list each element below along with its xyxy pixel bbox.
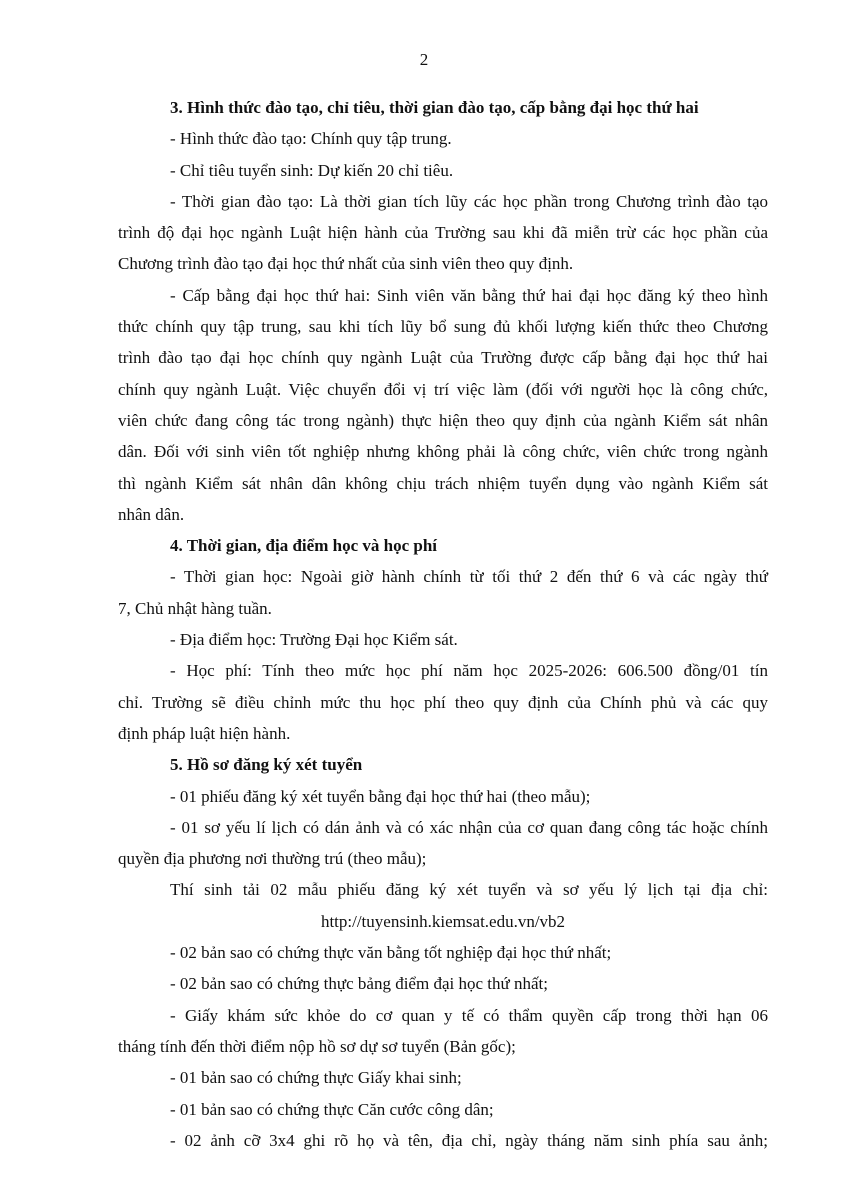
section-heading: 5. Hồ sơ đăng ký xét tuyển: [170, 755, 363, 775]
section-heading: 3. Hình thức đào tạo, chỉ tiêu, thời gian đào tạo, cấp bằng đại học thứ hai: [170, 98, 699, 117]
text-line: trình đào tạo đại học chính quy ngành Luật của Trường được cấp bằng đại học thứ hai: [118, 348, 768, 368]
text-line: - 01 bản sao có chứng thực Giấy khai sinh;: [170, 1068, 462, 1088]
text-line: - Giấy khám sức khỏe do cơ quan y tế có thẩm quyền cấp trong thời hạn 06: [170, 1005, 768, 1025]
text-line: - 01 phiếu đăng ký xét tuyển bằng đại học thứ hai (theo mẫu);: [170, 786, 591, 806]
text-line: Thí sinh tải 02 mẫu phiếu đăng ký xét tuyển và sơ yếu lý lịch tại địa chỉ:: [170, 880, 768, 900]
text-line: trình độ đại học ngành Luật hiện hành của Trường sau khi đã miễn trừ các học phần của: [118, 223, 768, 243]
text-line: thức chính quy tập trung, sau khi tích lũy bổ sung đủ khối lượng kiến thức theo Chương: [118, 317, 768, 337]
text-line: - 01 sơ yếu lí lịch có dán ảnh và có xác nhận của cơ quan đang công tác hoặc chính: [170, 817, 768, 837]
text-line: - Chỉ tiêu tuyển sinh: Dự kiến 20 chỉ tiêu.: [170, 160, 454, 180]
text-line: - Thời gian học: Ngoài giờ hành chính từ tối thứ 2 đến thứ 6 và các ngày thứ: [170, 567, 768, 587]
text-line: - 02 bản sao có chứng thực bảng điểm đại học thứ nhất;: [170, 974, 548, 994]
text-line: - Thời gian đào tạo: Là thời gian tích lũy các học phần trong Chương trình đào tạo: [170, 191, 768, 211]
text-line: Chương trình đào tạo đại học thứ nhất của sinh viên theo quy định.: [118, 254, 574, 274]
text-line: tháng tính đến thời điểm nộp hồ sơ dự sơ tuyển (Bản gốc);: [118, 1036, 516, 1056]
text-line: - Địa điểm học: Trường Đại học Kiểm sát.: [170, 630, 458, 650]
text-line: thì ngành Kiểm sát nhân dân không chịu trách nhiệm tuyển dụng vào ngành Kiểm sát: [118, 473, 768, 493]
text-line: - Cấp bằng đại học thứ hai: Sinh viên văn bằng thứ hai đại học đăng ký theo hình: [170, 285, 768, 305]
download-url: http://tuyensinh.kiemsat.edu.vn/vb2: [320, 911, 566, 931]
text-line: viên chức đang công tác trong ngành) thực hiện theo quy định của ngành Kiểm sát nhân: [118, 410, 768, 430]
text-line: - Hình thức đào tạo: Chính quy tập trung.: [170, 129, 452, 149]
document-body: [118, 92, 768, 1156]
text-line: - 02 ảnh cỡ 3x4 ghi rõ họ và tên, địa chỉ, ngày tháng năm sinh phía sau ảnh;: [170, 1130, 768, 1150]
text-line: nhân dân.: [118, 504, 185, 524]
text-line: chính quy ngành Luật. Việc chuyển đổi vị trí việc làm (đối với người học là công chức,: [118, 379, 768, 399]
text-line: dân. Đối với sinh viên tốt nghiệp nhưng không phải là công chức, viên chức trong ngành: [118, 442, 768, 462]
page-number: 2: [419, 50, 429, 69]
text-line: - 01 bản sao có chứng thực Căn cước công dân;: [170, 1099, 494, 1119]
section-heading: 4. Thời gian, địa điểm học và học phí: [170, 536, 437, 556]
text-line: 7, Chủ nhật hàng tuần.: [118, 598, 272, 618]
text-line: quyền địa phương nơi thường trú (theo mẫu);: [118, 849, 427, 869]
text-line: định pháp luật hiện hành.: [118, 723, 291, 743]
text-line: chỉ. Trường sẽ điều chỉnh mức thu học phí theo quy định của Chính phủ và các quy: [118, 692, 768, 712]
text-line: - 02 bản sao có chứng thực văn bằng tốt nghiệp đại học thứ nhất;: [170, 943, 612, 963]
text-line: - Học phí: Tính theo mức học phí năm học 2025-2026: 606.500 đồng/01 tín: [170, 661, 768, 681]
